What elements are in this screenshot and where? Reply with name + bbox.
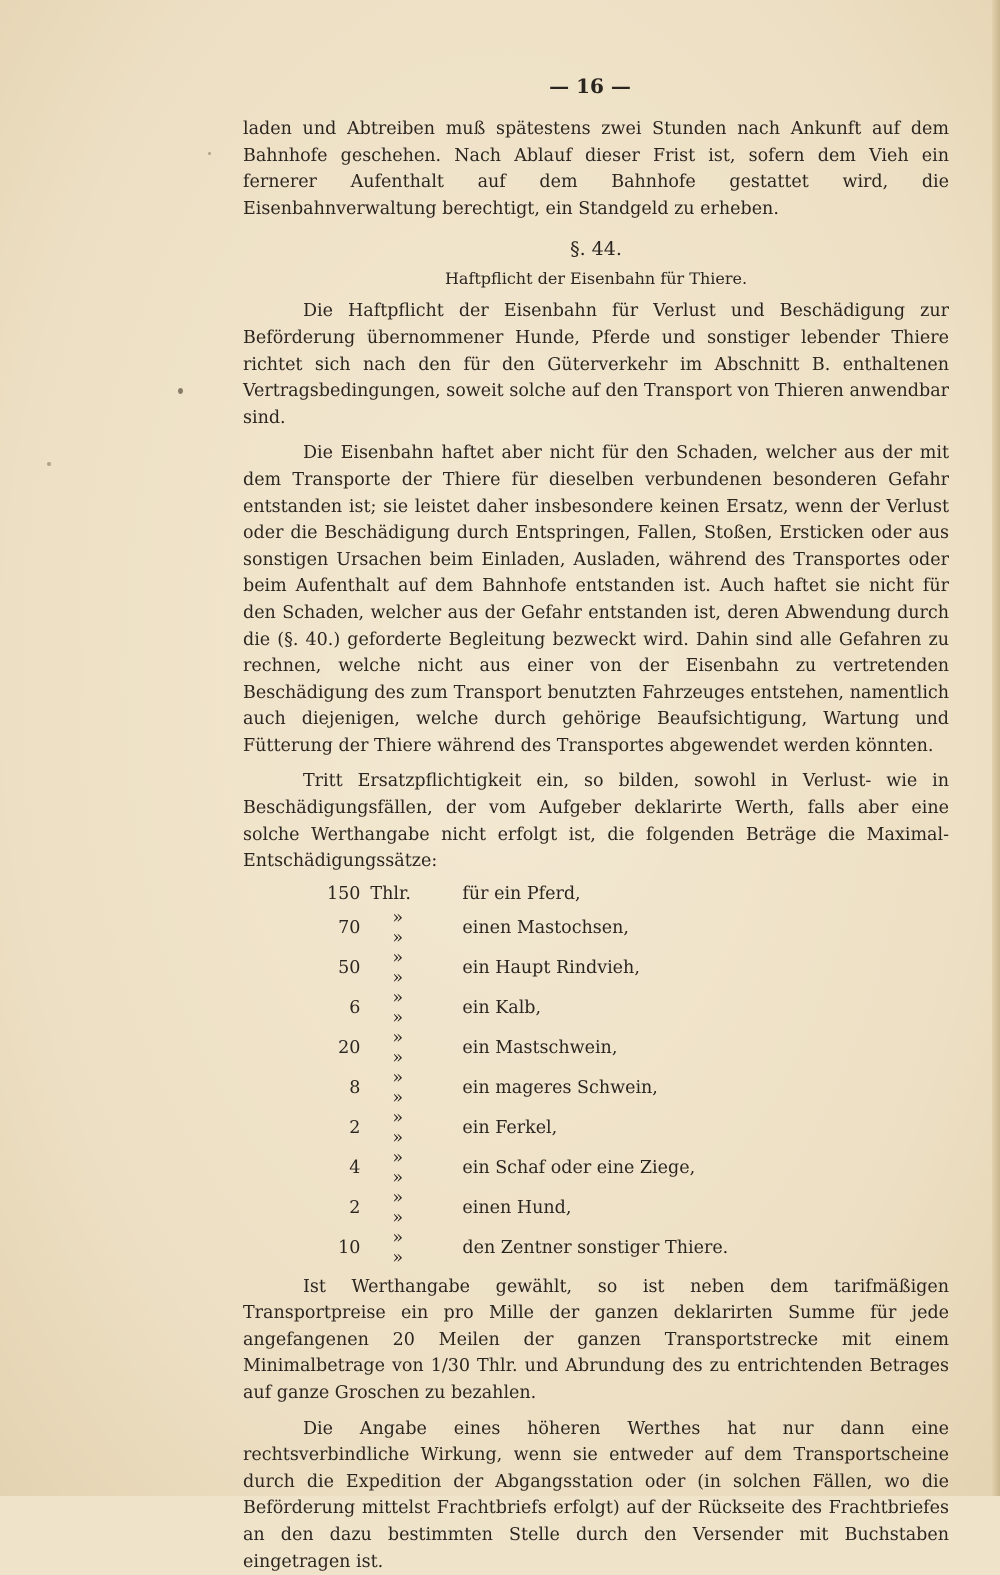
rate-unit: » » bbox=[392, 1187, 424, 1228]
paragraph: Die Angabe eines höheren Werthes hat nur dann eine rechtsverbindliche Wirkung, wenn sie entweder auf dem Transportscheine durch die Expedition der Abgangsstation oder (in solchen Fällen, wo die Beförderung mittelst Frachtbriefs erfolgt) auf der Rückseite des Frachtbriefes an den dazu bestimmten Stelle durch den Versender mit Buchstaben eingetragen ist. bbox=[243, 1418, 949, 1572]
rate-row bbox=[327, 1228, 728, 1268]
rate-item: einen Mastochsen, bbox=[462, 917, 629, 938]
rate-item: ein Mastschwein, bbox=[462, 1037, 618, 1058]
rate-amount: 2 bbox=[349, 1117, 361, 1138]
speck bbox=[208, 152, 211, 155]
rate-unit: » » bbox=[392, 947, 424, 988]
rate-amount: 70 bbox=[338, 917, 361, 938]
rate-amount: 8 bbox=[349, 1077, 361, 1098]
rates-table bbox=[327, 881, 728, 1268]
rate-row bbox=[327, 1148, 728, 1188]
rate-item: ein Kalb, bbox=[462, 997, 542, 1018]
rate-unit: » » bbox=[392, 1147, 424, 1188]
paragraph: Die Eisenbahn haftet aber nicht für den Schaden, welcher aus der mit dem Transporte der Thiere für dieselben verbundenen besonderen Gefahr entstanden ist; sie leistet daher insbesondere keinen Ersatz, wenn der Verlust oder die Beschädigung durch Entspringen, Fallen, Stoßen, Ersticken oder aus sonstigen Ursachen beim Einladen, Ausladen, während des Transportes oder beim Aufenthalt auf dem Bahnhofe entstanden ist. Auch haftet sie nicht für den Schaden, welcher aus der Gefahr entstanden ist, deren Abwendung durch die (§. 40.) geforderte Begleitung bezweckt wird. Dahin sind alle Gefahren zu rechnen, welche nicht aus einer von der Eisenbahn zu vertretenden Beschädigung des zum Transport benutzten Fahrzeuges entstehen, namentlich auch diejenigen, welche durch gehörige Beaufsichtigung, Wartung und Fütterung der Thiere während des Transportes abgewendet werden könnten. bbox=[243, 443, 949, 756]
rate-item: einen Hund, bbox=[462, 1197, 572, 1218]
page-number: — 16 — bbox=[549, 74, 631, 98]
rate-row bbox=[327, 1108, 728, 1148]
rate-item: für ein Pferd, bbox=[462, 884, 581, 905]
page-edge bbox=[992, 0, 1000, 1496]
speck bbox=[47, 462, 51, 466]
rate-amount: 4 bbox=[349, 1157, 361, 1178]
rate-row bbox=[327, 1068, 728, 1108]
rate-item: ein mageres Schwein, bbox=[462, 1077, 658, 1098]
rate-item: ein Haupt Rindvieh, bbox=[462, 957, 640, 978]
paragraph-continuation: laden und Abtreiben muß spätestens zwei Stunden nach Ankunft auf dem Bahnhofe geschehen. Nach Ablauf dieser Frist ist, sofern dem Vieh ein fernerer Aufenthalt auf dem Bahnhofe gestattet wird, die Eisenbahnverwaltung berechtigt, ein Standgeld zu erheben. bbox=[243, 119, 949, 219]
rate-row bbox=[327, 881, 728, 908]
rate-amount: 20 bbox=[338, 1037, 361, 1058]
rate-row bbox=[327, 1188, 728, 1228]
rate-unit: » » bbox=[392, 1027, 424, 1068]
rate-unit: » » bbox=[392, 987, 424, 1028]
rate-amount: 2 bbox=[349, 1197, 361, 1218]
rate-item: den Zentner sonstiger Thiere. bbox=[462, 1237, 729, 1258]
paragraph: Die Haftpflicht der Eisenbahn für Verlust und Beschädigung zur Beförderung übernommener Hunde, Pferde und sonstiger lebender Thiere richtet sich nach den für den Güterverkehr im Abschnitt B. enthaltenen Vertragsbedingungen, soweit solche auf den Transport von Thieren anwendbar sind. bbox=[243, 301, 949, 428]
rate-row bbox=[327, 1028, 728, 1068]
rate-item: ein Schaf oder eine Ziege, bbox=[462, 1157, 696, 1178]
main-text bbox=[243, 116, 949, 1575]
rate-unit: » » bbox=[392, 1067, 424, 1108]
rate-unit: » » bbox=[392, 907, 424, 948]
section-title: Haftpflicht der Eisenbahn für Thiere. bbox=[444, 269, 748, 289]
rate-amount: 150 bbox=[327, 884, 361, 905]
rate-amount: 10 bbox=[338, 1237, 361, 1258]
rate-unit: » » bbox=[392, 1227, 424, 1268]
rate-row bbox=[327, 948, 728, 988]
rate-row bbox=[327, 908, 728, 948]
paragraph: Ist Werthangabe gewählt, so ist neben dem tarifmäßigen Transportpreise ein pro Mille der ganzen deklarirten Summe für jede angefangenen 20 Meilen der ganzen Transportstrecke mit einem Minimalbetrage von 1/30 Thlr. und Abrundung des zu entrichtenden Betrages auf ganze Groschen zu bezahlen. bbox=[243, 1276, 949, 1404]
speck bbox=[178, 388, 183, 394]
rate-row bbox=[327, 988, 728, 1028]
rate-item: ein Ferkel, bbox=[462, 1117, 558, 1138]
rate-unit: » » bbox=[392, 1107, 424, 1148]
rate-amount: 6 bbox=[349, 997, 361, 1018]
section-number: §. 44. bbox=[570, 238, 622, 261]
rate-unit: Thlr. bbox=[370, 884, 411, 905]
rate-amount: 50 bbox=[338, 957, 361, 978]
paragraph: Tritt Ersatzpflichtigkeit ein, so bilden, sowohl in Verlust- wie in Beschädigungsfällen, der vom Aufgeber deklarirte Werth, falls aber eine solche Werthangabe nicht erfolgt ist, die folgenden Beträge die Maximal-Entschädigungssätze: bbox=[243, 771, 949, 872]
